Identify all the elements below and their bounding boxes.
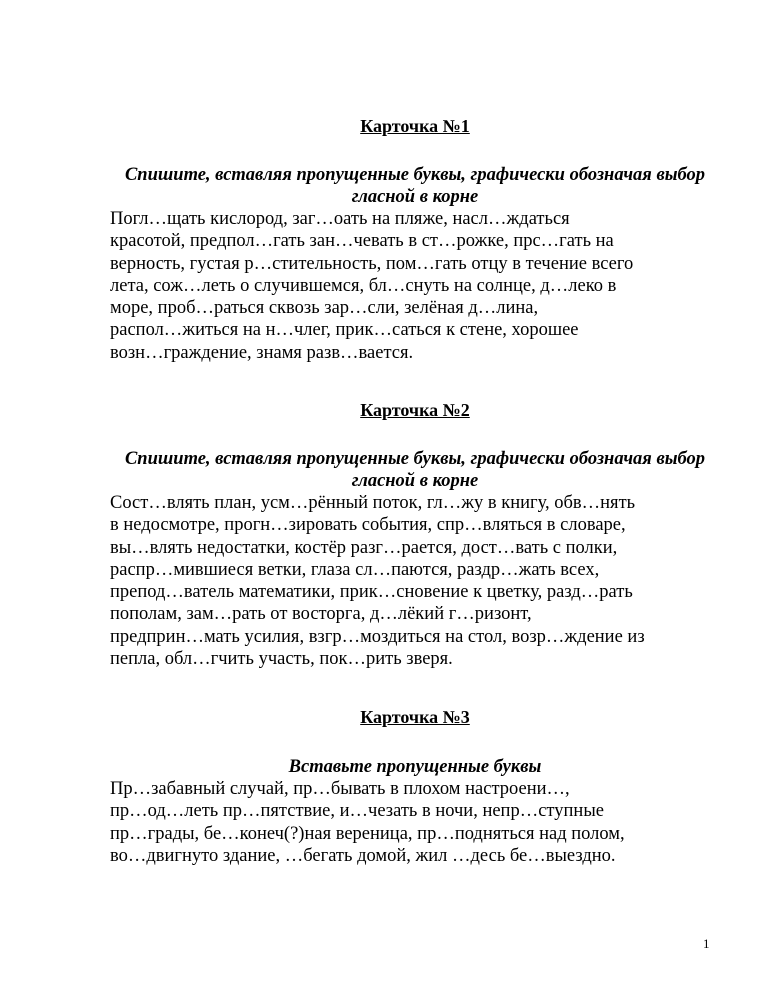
card-title: Карточка №2 (360, 400, 470, 420)
card-3 (110, 705, 720, 867)
card-exercise-text: Погл…щать кислород, заг…оать на пляже, насл…ждаться красотой, предпол…гать зан…чевать в ст…рожке, прс…гать на верность, густая р…стительность, пом…гать отцу в течение всего лета, сож…леть о случившемся, бл…снуть на солнце, д…леко в море, проб…раться сквозь зар…сли, зелёная д…лина, распол…житься на н…члег, прик…саться к стене, хорошее возн…граждение, знамя разв…вается. (110, 209, 634, 363)
card-title: Карточка №1 (360, 116, 470, 136)
card-instruction: Вставьте пропущенные буквы (288, 757, 542, 777)
card-instruction: Спишите, вставляя пропущенные буквы, графически обозначая выбор гласной в корне (124, 449, 706, 491)
card-2 (110, 398, 720, 670)
card-instruction: Спишите, вставляя пропущенные буквы, графически обозначая выбор гласной в корне (124, 165, 706, 207)
card-exercise-text: Сост…влять план, усм…рённый поток, гл…жу в книгу, обв…нять в недосмотре, прогн…зировать события, спр…вляться в словаре, вы…влять недостатки, костёр разг…рается, дост…вать с полки, распр…мившиеся ветки, глаза сл…паются, раздр…жать всех, препод…ватель математики, прик…сновение к цветку, разд…рать пополам, зам…рать от восторга, д…лёкий г…ризонт, предприн…мать усилия, взгр…моздиться на стол, возр…ждение из пепла, обл…гчить участь, пок…рить зверя. (110, 493, 645, 670)
card-exercise-text: Пр…забавный случай, пр…бывать в плохом настроени…, пр…од…леть пр…пятствие, и…чезать в ночи, непр…ступные пр…грады, бе…конеч(?)ная вереница, пр…подняться над полом, во…двигнуто здание, …бегать домой, жил …десь бе…выездно. (110, 779, 625, 866)
card-1 (110, 114, 720, 364)
card-title: Карточка №3 (360, 707, 470, 727)
page-number: 1 (703, 936, 710, 951)
